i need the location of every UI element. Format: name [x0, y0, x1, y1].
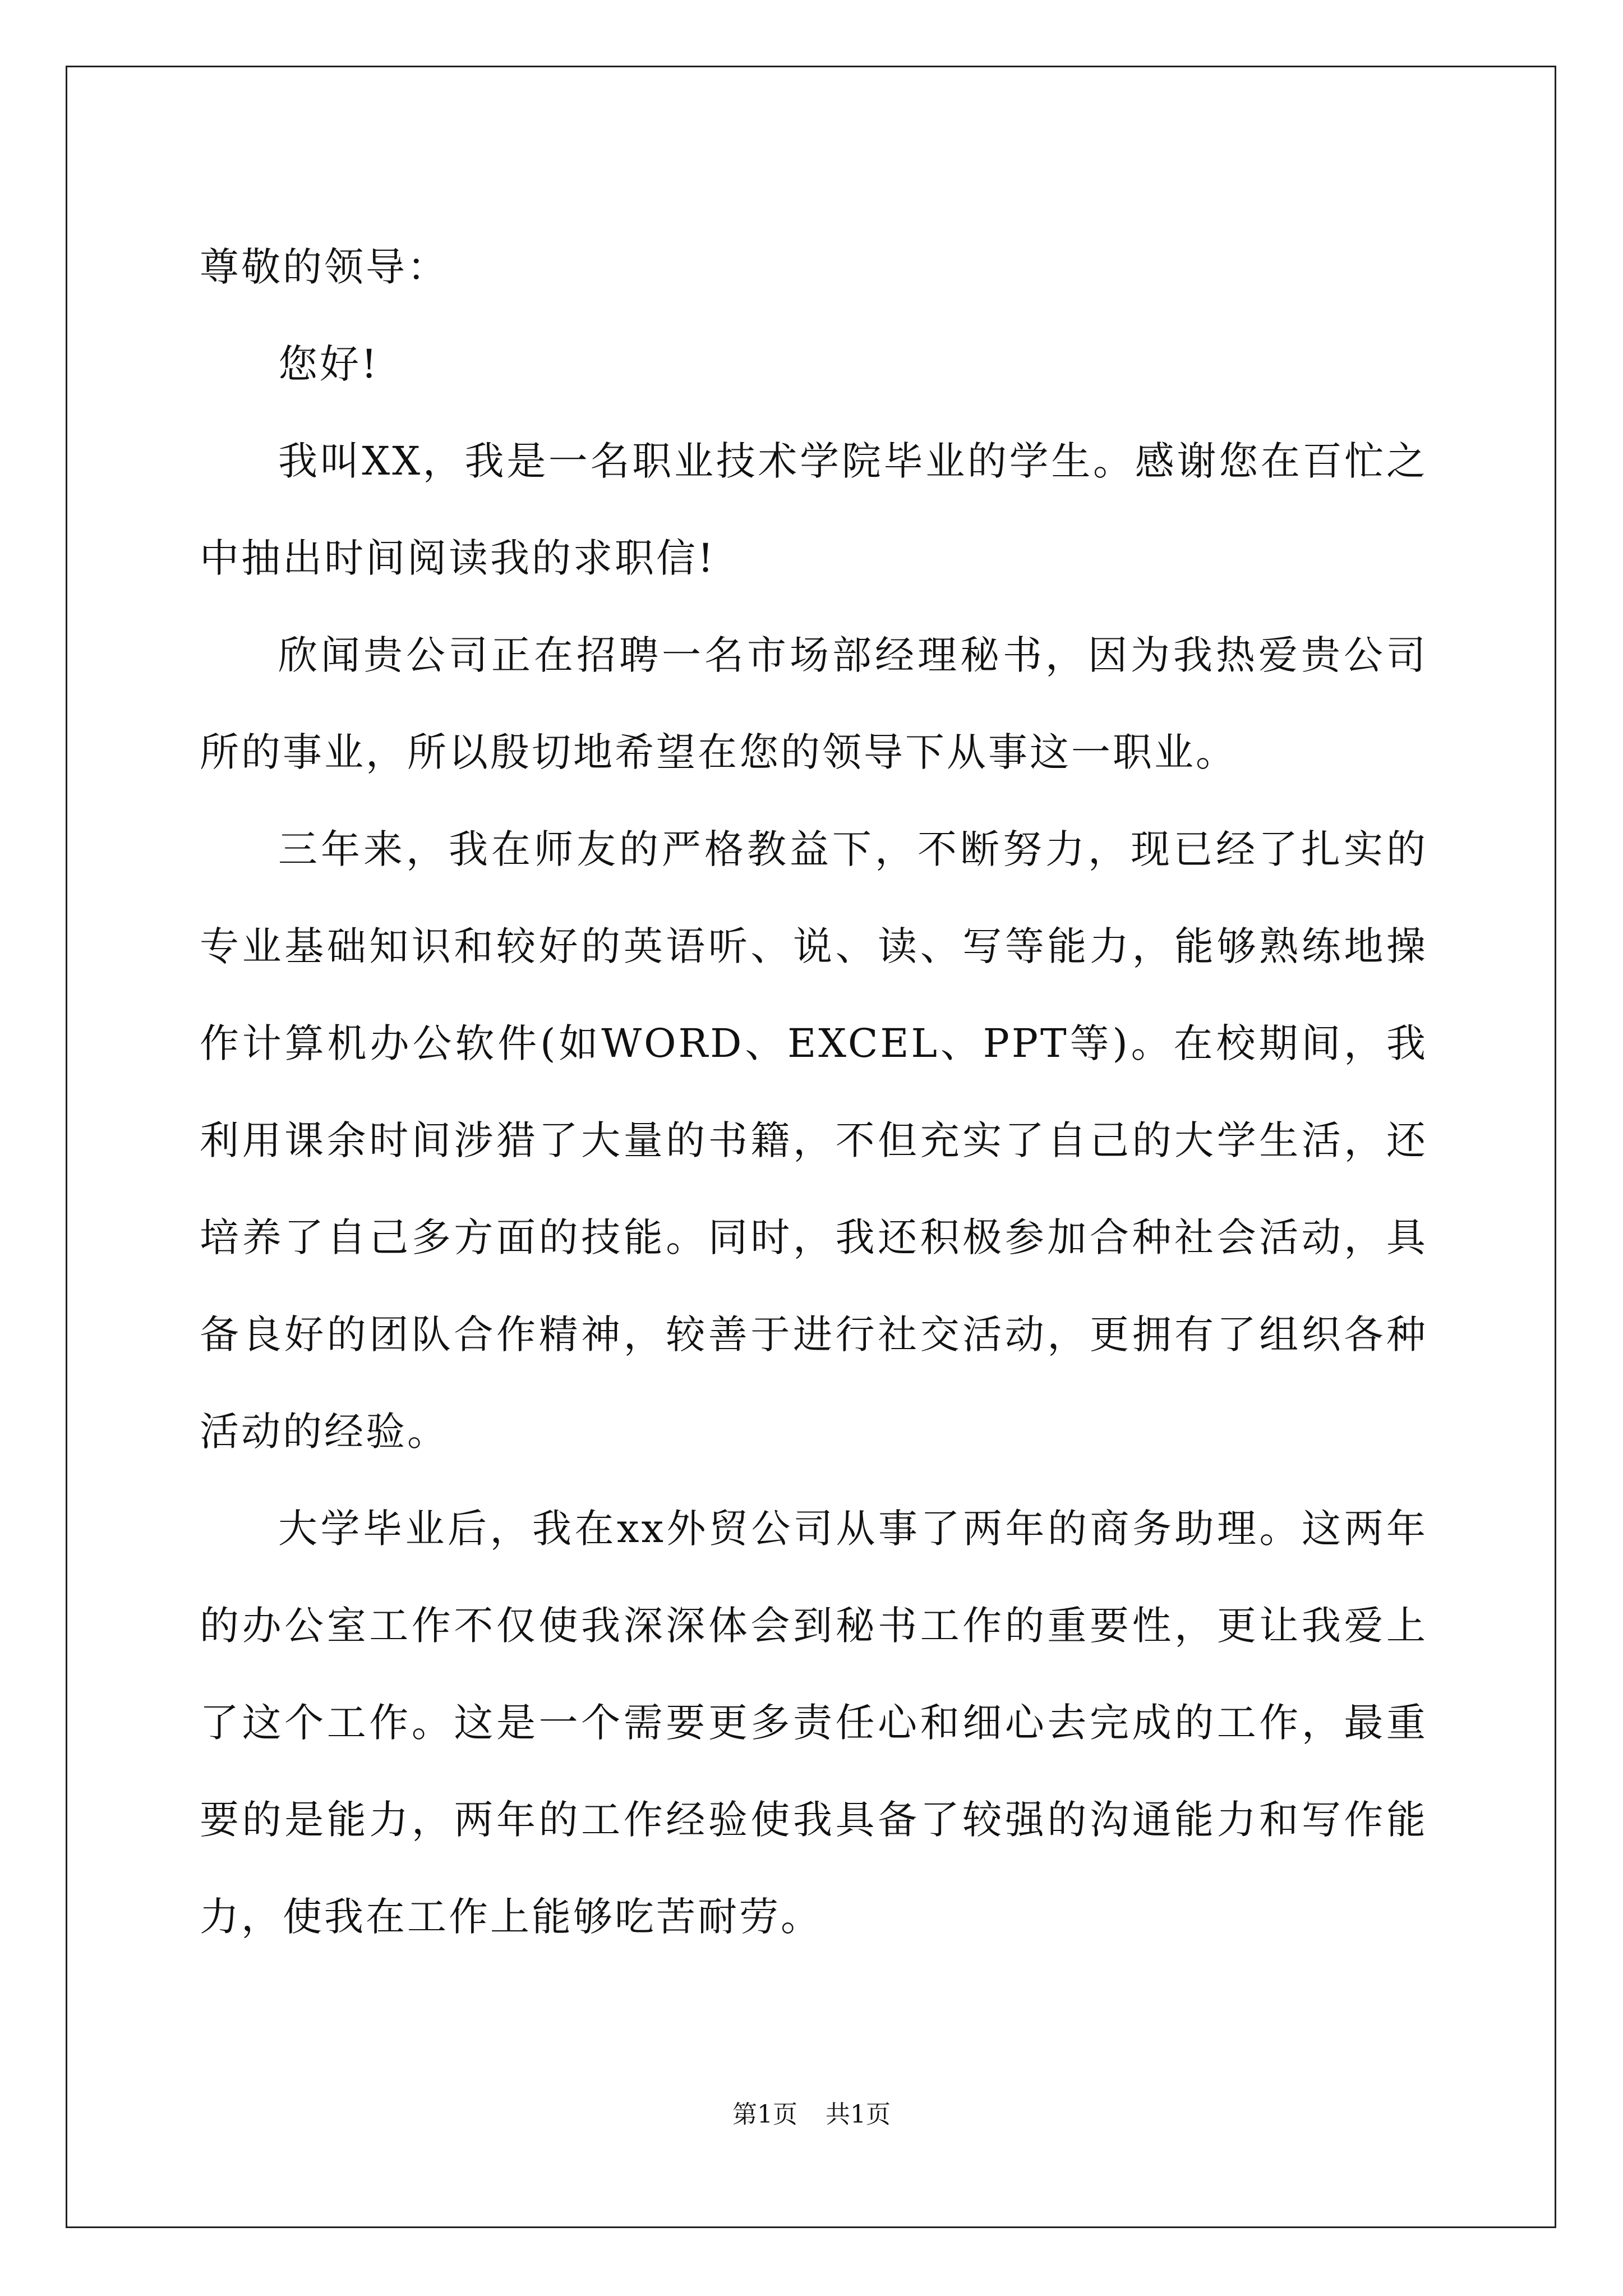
- paragraph-application: 欣闻贵公司正在招聘一名市场部经理秘书，因为我热爱贵公司所的事业，所以殷切地希望在您的领导下从事这一职业。: [200, 632, 1428, 775]
- paragraph-experience: 大学毕业后，我在xx外贸公司从事了两年的商务助理。这两年的办公室工作不仅使我深深体会到秘书工作的重要性，更让我爱上了这个工作。这是一个需要更多责任心和细心去完成的工作，最重要的是能力，两年的工作经验使我具备了较强的沟通能力和写作能力，使我在工作上能够吃苦耐劳。: [200, 1506, 1428, 1940]
- page-footer: [0, 2098, 1623, 2132]
- paragraph-education: 三年来，我在师友的严格教益下，不断努力，现已经了扎实的专业基础知识和较好的英语听、说、读、写等能力，能够熟练地操作计算机办公软件(如WORD、EXCEL、PPT等)。在校期间，我利用课余时间涉猎了大量的书籍，不但充实了自己的大学生活，还培养了自己多方面的技能。同时，我还积极参加合种社会活动，具备良好的团队合作精神，较善于进行社交活动，更拥有了组织各种活动的经验。: [200, 826, 1428, 1455]
- paragraph-greeting: 您好!: [278, 341, 380, 387]
- letter-body: [200, 219, 1428, 1966]
- page-total: 共1页: [826, 2100, 891, 2129]
- page-number: 第1页: [732, 2100, 797, 2129]
- paragraph-introduction: 我叫XX，我是一名职业技术学院毕业的学生。感谢您在百忙之中抽出时间阅读我的求职信!: [200, 438, 1428, 581]
- salutation: 尊敬的领导：: [200, 244, 449, 290]
